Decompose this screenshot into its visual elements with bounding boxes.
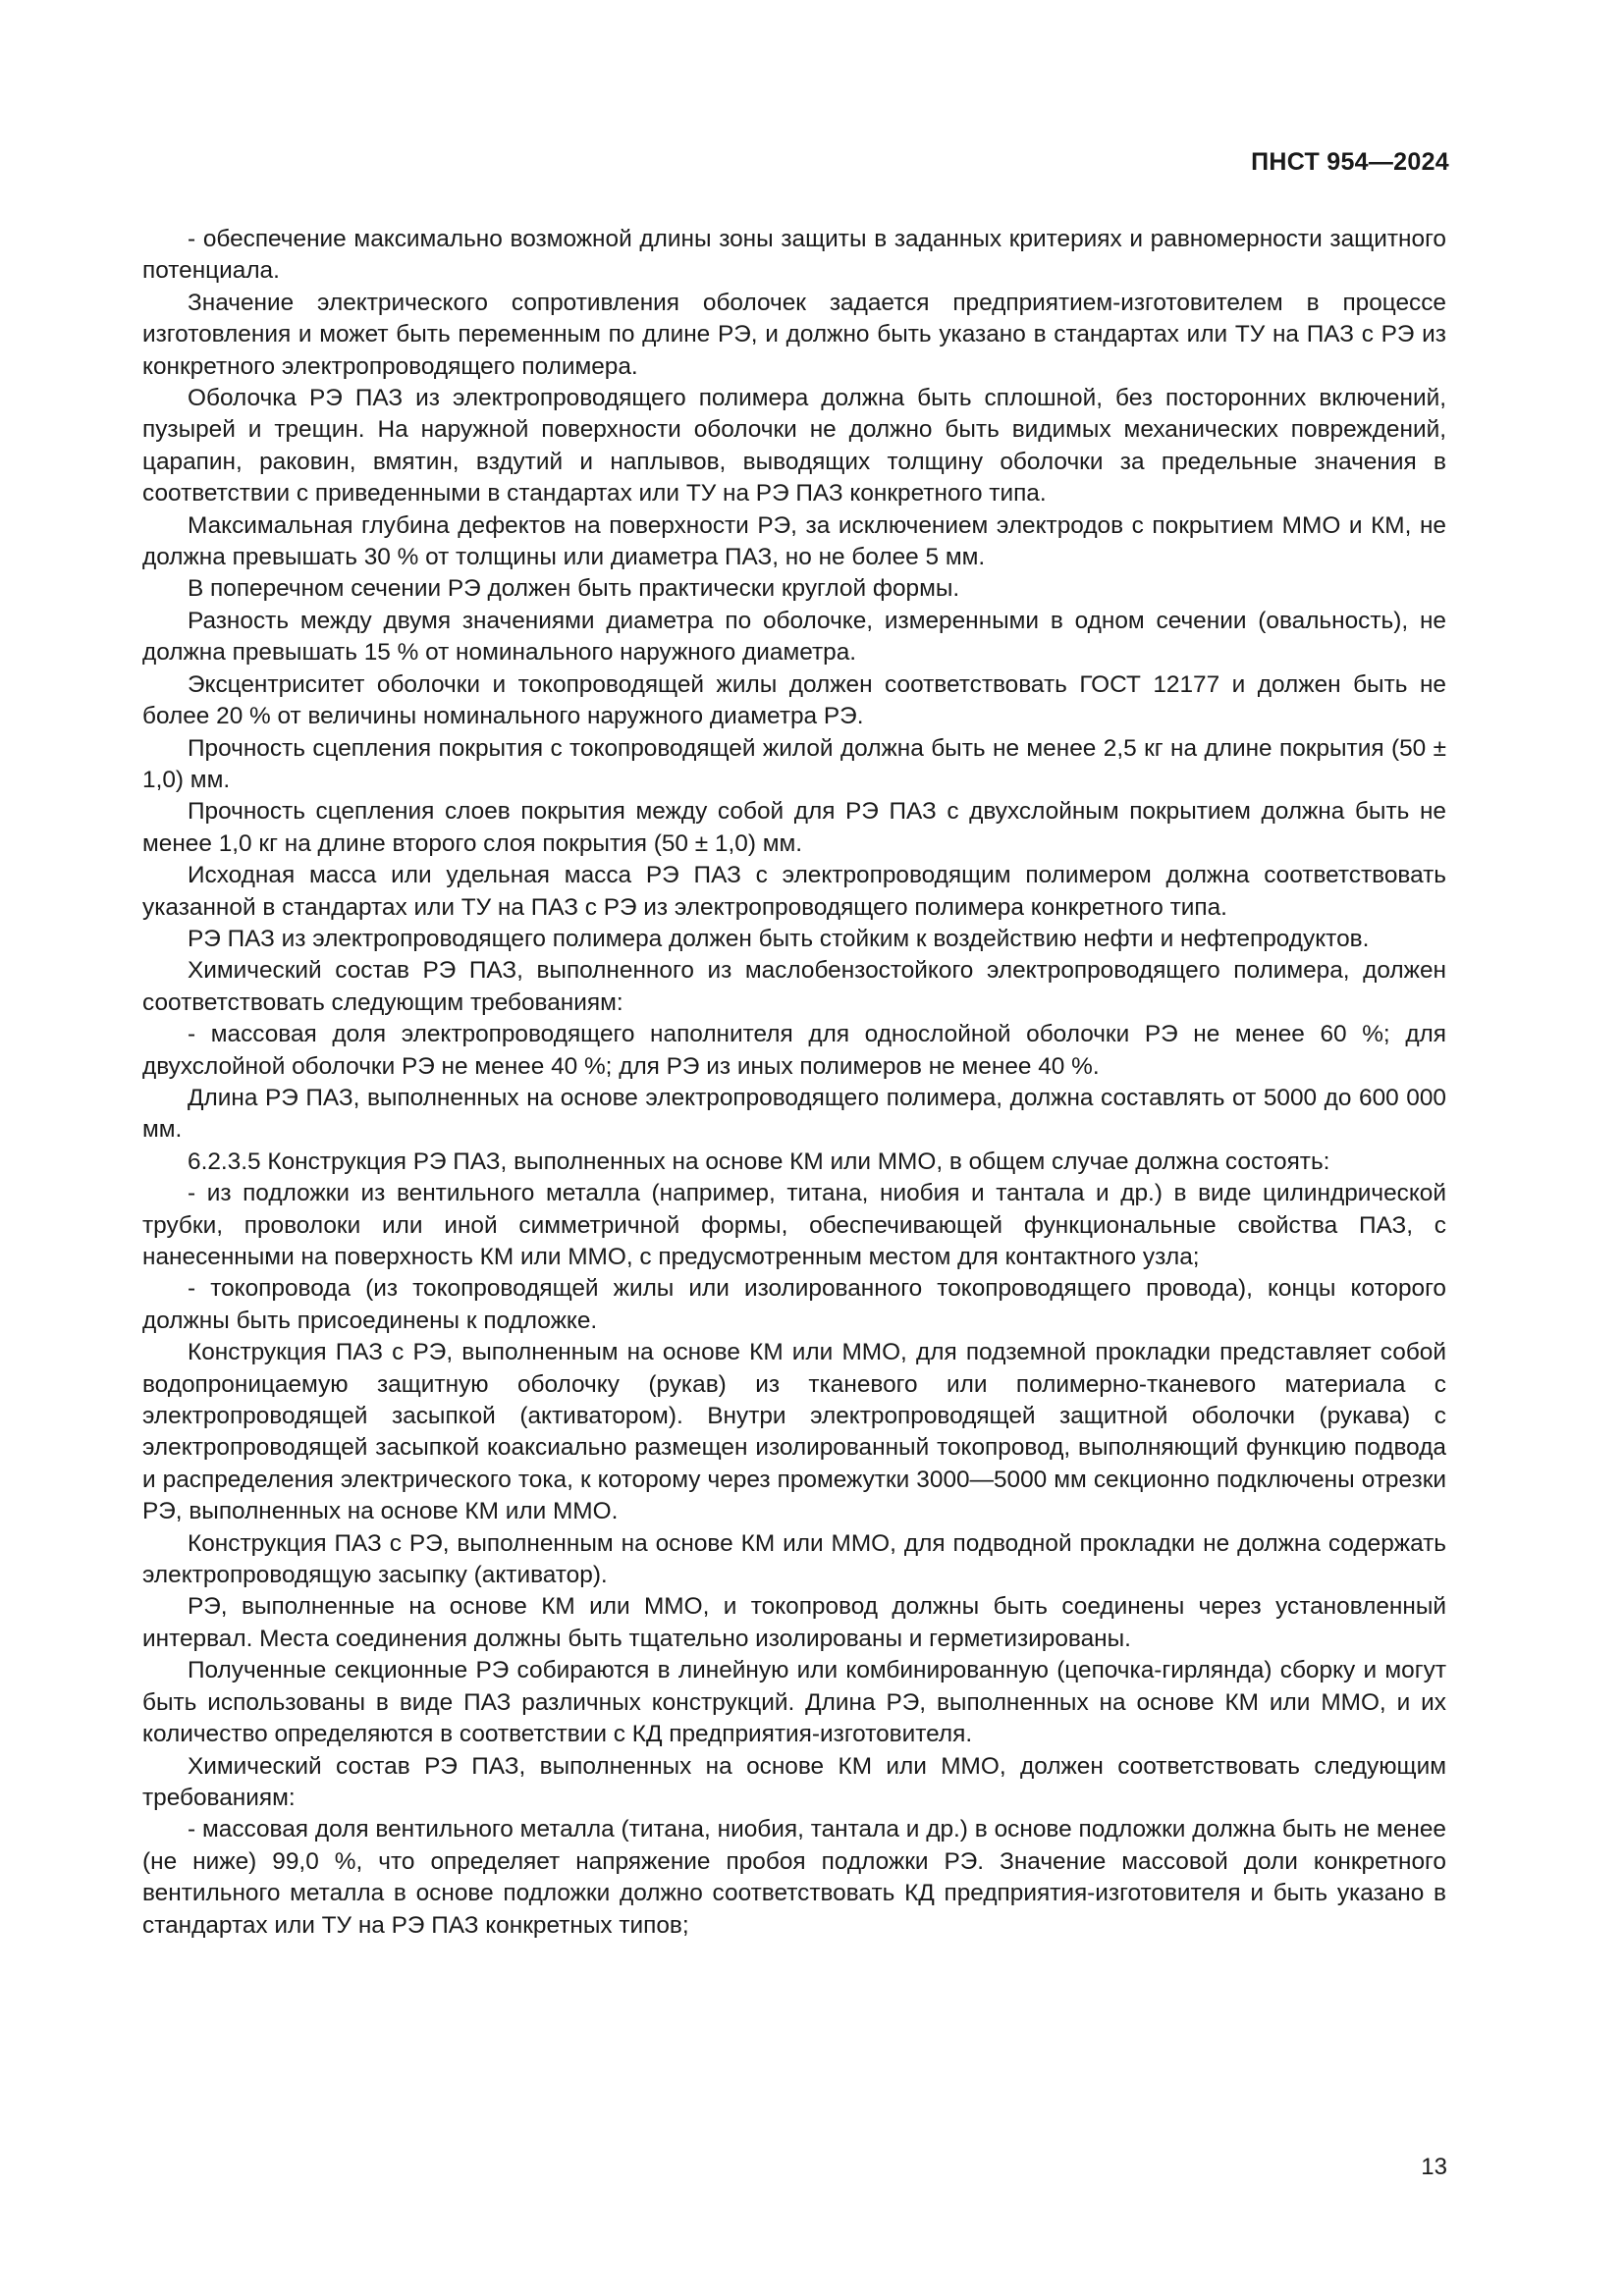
paragraph: Прочность сцепления слоев покрытия между собой для РЭ ПАЗ с двухслойным покрытием должна быть не менее 1,0 кг на длине второго слоя покрытия (50 ± 1,0) мм. bbox=[142, 798, 1446, 857]
paragraph: Химический состав РЭ ПАЗ, выполненного из маслобензостойкого электропроводящего полимера, должен соответствовать следующим требованиям: bbox=[142, 957, 1446, 1016]
paragraph: Длина РЭ ПАЗ, выполненных на основе электропроводящего полимера, должна составлять от 5000 до 600 000 мм. bbox=[142, 1084, 1446, 1144]
paragraph: Исходная масса или удельная масса РЭ ПАЗ с электропроводящим полимером должна соответствовать указанной в стандартах или ТУ на ПАЗ с РЭ из электропроводящего полимера конкретного типа. bbox=[142, 862, 1446, 921]
paragraph: Разность между двумя значениями диаметра по оболочке, измеренными в одном сечении (овальность), не должна превышать 15 % от номинального наружного диаметра. bbox=[142, 607, 1446, 667]
list-item: - массовая доля электропроводящего наполнителя для однослойной оболочки РЭ не менее 60 %; для двухслойной оболочки РЭ не менее 40 %; для РЭ из иных полимеров не менее 40 %. bbox=[142, 1021, 1446, 1080]
list-item: - массовая доля вентильного металла (титана, ниобия, тантала и др.) в основе подложки должна быть не менее (не ниже) 99,0 %, что определяет напряжение пробоя подложки РЭ. Значение массовой доли конкретного вентильного металла в основе подложки должно соответствовать КД предприятия-изготовителя и быть указано в стандартах или ТУ на РЭ ПАЗ конкретных типов; bbox=[142, 1816, 1446, 1939]
paragraph: Конструкция ПАЗ с РЭ, выполненным на основе КМ или ММО, для подземной прокладки представляет собой водопроницаемую защитную оболочку (рукав) из тканевого или полимерно-тканевого материала с электропроводящей засыпкой (активатором). Внутри электропроводящей защитной оболочки (рукава) с электропроводящей засыпкой коаксиально размещен изолированный токопровод, выполняющий функцию подвода и распределения электрического тока, к которому через промежутки 3000—5000 мм секционно подключены отрезки РЭ, выполненных на основе КМ или ММО. bbox=[142, 1339, 1446, 1525]
paragraph: Оболочка РЭ ПАЗ из электропроводящего полимера должна быть сплошной, без посторонних включений, пузырей и трещин. На наружной поверхности оболочки не должно быть видимых механических повреждений, царапин, раковин, вмятин, вздутий и наплывов, выводящих толщину оболочки за предельные значения в соответствии с приведенными в стандартах или ТУ на РЭ ПАЗ конкретного типа. bbox=[142, 385, 1446, 507]
paragraph: Прочность сцепления покрытия с токопроводящей жилой должна быть не менее 2,5 кг на длине покрытия (50 ± 1,0) мм. bbox=[142, 734, 1446, 793]
paragraph: Эксцентриситет оболочки и токопроводящей жилы должен соответствовать ГОСТ 12177 и должен быть не более 20 % от величины номинального наружного диаметра РЭ. bbox=[142, 670, 1446, 730]
paragraph: Полученные секционные РЭ собираются в линейную или комбинированную (цепочка-гирлянда) сборку и могут быть использованы в виде ПАЗ различных конструкций. Длина РЭ, выполненных на основе КМ или ММО, и их количество определяются в соответствии с КД предприятия-изготовителя. bbox=[142, 1657, 1446, 1748]
paragraph: РЭ ПАЗ из электропроводящего полимера должен быть стойким к воздействию нефти и нефтепродуктов. bbox=[188, 925, 1370, 952]
paragraph: Максимальная глубина дефектов на поверхности РЭ, за исключением электродов с покрытием ММО и КМ, не должна превышать 30 % от толщины или диаметра ПАЗ, но не более 5 мм. bbox=[142, 511, 1446, 571]
paragraph: Значение электрического сопротивления оболочек задается предприятием-изготовителем в процессе изготовления и может быть переменным по длине РЭ, и должно быть указано в стандартах или ТУ на ПАЗ с РЭ из конкретного электропроводящего полимера. bbox=[142, 289, 1446, 380]
list-item: - токопровода (из токопроводящей жилы или изолированного токопроводящего провода), концы которого должны быть присоединены к подложке. bbox=[142, 1275, 1446, 1334]
paragraph: РЭ, выполненные на основе КМ или ММО, и токопровод должны быть соединены через установленный интервал. Места соединения должны быть тщательно изолированы и герметизированы. bbox=[142, 1593, 1446, 1652]
document-code: ПНСТ 954—2024 bbox=[1251, 148, 1449, 176]
paragraph: Химический состав РЭ ПАЗ, выполненных на основе КМ или ММО, должен соответствовать следующим требованиям: bbox=[142, 1752, 1446, 1811]
list-item: - из подложки из вентильного металла (например, титана, ниобия и тантала и др.) в виде цилиндрической трубки, проволоки или иной симметричной формы, обеспечивающей функциональные свойства ПАЗ, с нанесенными на поверхность КМ или ММО, с предусмотренным местом для контактного узла; bbox=[142, 1180, 1446, 1270]
document-body bbox=[142, 224, 1446, 1942]
paragraph: В поперечном сечении РЭ должен быть практически круглой формы. bbox=[188, 575, 960, 603]
paragraph: Конструкция ПАЗ с РЭ, выполненным на основе КМ или ММО, для подводной прокладки не должна содержать электропроводящую засыпку (активатор). bbox=[142, 1529, 1446, 1589]
section-paragraph: 6.2.3.5 Конструкция РЭ ПАЗ, выполненных на основе КМ или ММО, в общем случае должна состоять: bbox=[188, 1148, 1330, 1175]
paragraph: - обеспечение максимально возможной длины зоны защиты в заданных критериях и равномерности защитного потенциала. bbox=[142, 226, 1446, 285]
page-number: 13 bbox=[1421, 2154, 1447, 2180]
